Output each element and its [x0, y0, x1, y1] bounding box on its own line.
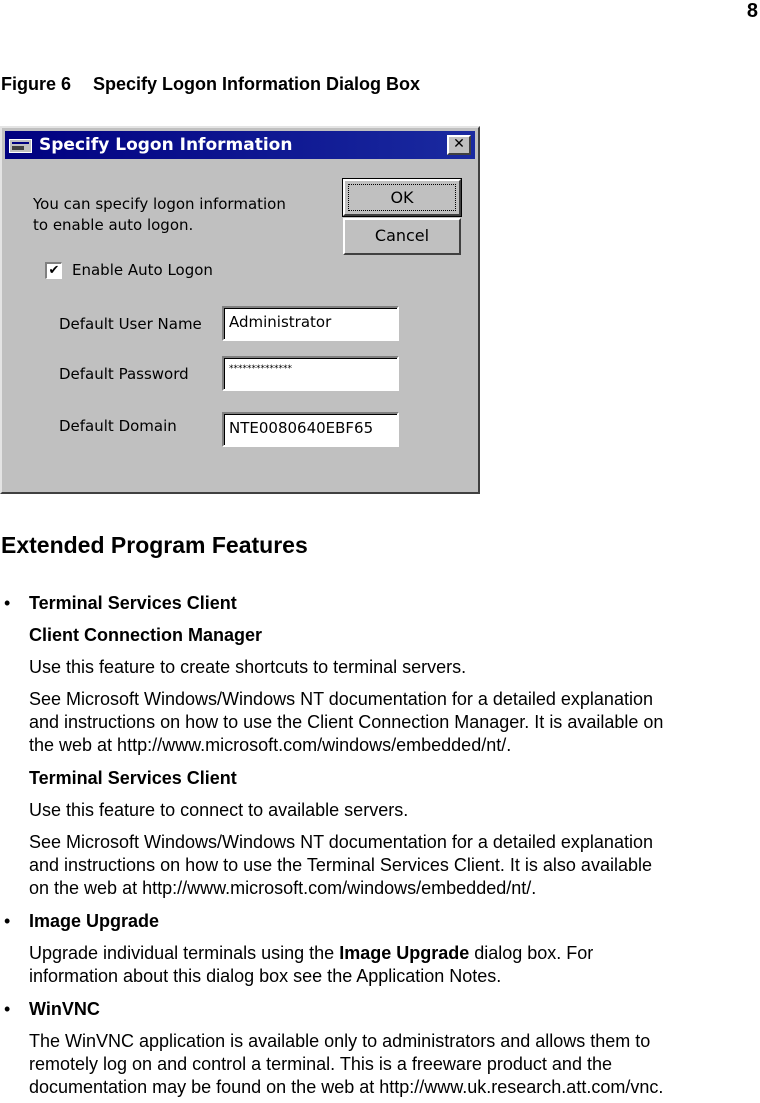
upgrade-line-1-bold: Image Upgrade — [339, 943, 470, 963]
figure-caption — [1, 74, 420, 95]
ok-button[interactable] — [343, 179, 461, 216]
ok-button-label: OK — [348, 184, 456, 211]
enable-auto-logon-label[interactable]: Enable Auto Logon — [72, 261, 213, 279]
bullet-marker: • — [4, 593, 11, 613]
vnc-para-line-1: The WinVNC application is available only to administrators and allows them to — [29, 1031, 651, 1051]
page-number: 8 — [746, 0, 758, 22]
intro-line-2: to enable auto logon. — [33, 216, 194, 234]
upgrade-line-1-post: dialog box. For — [469, 943, 594, 963]
intro-line-1: You can specify logon information — [33, 195, 286, 213]
dialog-title: Specify Logon Information — [39, 135, 293, 155]
domain-label: Default Domain — [59, 417, 177, 435]
bullet-marker: • — [4, 911, 11, 931]
upgrade-line-1-pre: Upgrade individual terminals using the — [29, 943, 340, 963]
vnc-para-line-3: documentation may be found on the web at http://www.uk.research.att.com/vnc. — [29, 1077, 664, 1097]
ccm-para-line-3: the web at http://www.microsoft.com/windows/embedded/nt/. — [29, 735, 512, 755]
ccm-description: Use this feature to create shortcuts to terminal servers. — [29, 657, 467, 677]
password-field[interactable]: ************** — [222, 356, 399, 391]
bullet-marker: • — [4, 999, 11, 1019]
ccm-para-line-1: See Microsoft Windows/Windows NT documentation for a detailed explanation — [29, 689, 653, 709]
user-name-label: Default User Name — [59, 315, 202, 333]
upgrade-line-2: information about this dialog box see the Application Notes. — [29, 966, 502, 986]
figure-title: Specify Logon Information Dialog Box — [93, 74, 421, 94]
tsc-para-line-3: on the web at http://www.microsoft.com/windows/embedded/nt/. — [29, 878, 537, 898]
enable-auto-logon-checkbox[interactable]: ✔ — [45, 262, 62, 279]
tsc-description: Use this feature to connect to available servers. — [29, 800, 409, 820]
dialog-titlebar[interactable] — [5, 131, 475, 159]
tsc-para-line-1: See Microsoft Windows/Windows NT documentation for a detailed explanation — [29, 832, 653, 852]
vnc-para-line-2: remotely log on and control a terminal. This is a freeware product and the — [29, 1054, 612, 1074]
section-heading: Extended Program Features — [1, 532, 308, 558]
logon-dialog — [0, 126, 480, 494]
tsc-subheading: Terminal Services Client — [29, 768, 237, 788]
close-button[interactable]: ✕ — [447, 135, 471, 155]
tsc-para-line-2: and instructions on how to use the Terminal Services Client. It is also available — [29, 855, 652, 875]
password-label: Default Password — [59, 365, 189, 383]
user-name-field[interactable]: Administrator — [222, 306, 399, 341]
figure-label: Figure 6 — [1, 74, 72, 94]
tsc-heading: Terminal Services Client — [29, 593, 237, 613]
cancel-button[interactable]: Cancel — [343, 218, 461, 255]
domain-field[interactable]: NTE0080640EBF65 — [222, 412, 399, 447]
intro-text — [33, 194, 303, 236]
window-menu-icon[interactable] — [9, 139, 32, 153]
ccm-para-line-2: and instructions on how to use the Client Connection Manager. It is available on — [29, 712, 664, 732]
upgrade-line-1 — [29, 942, 593, 965]
ccm-subheading: Client Connection Manager — [29, 625, 263, 645]
upgrade-heading: Image Upgrade — [29, 911, 160, 931]
vnc-heading: WinVNC — [29, 999, 100, 1019]
